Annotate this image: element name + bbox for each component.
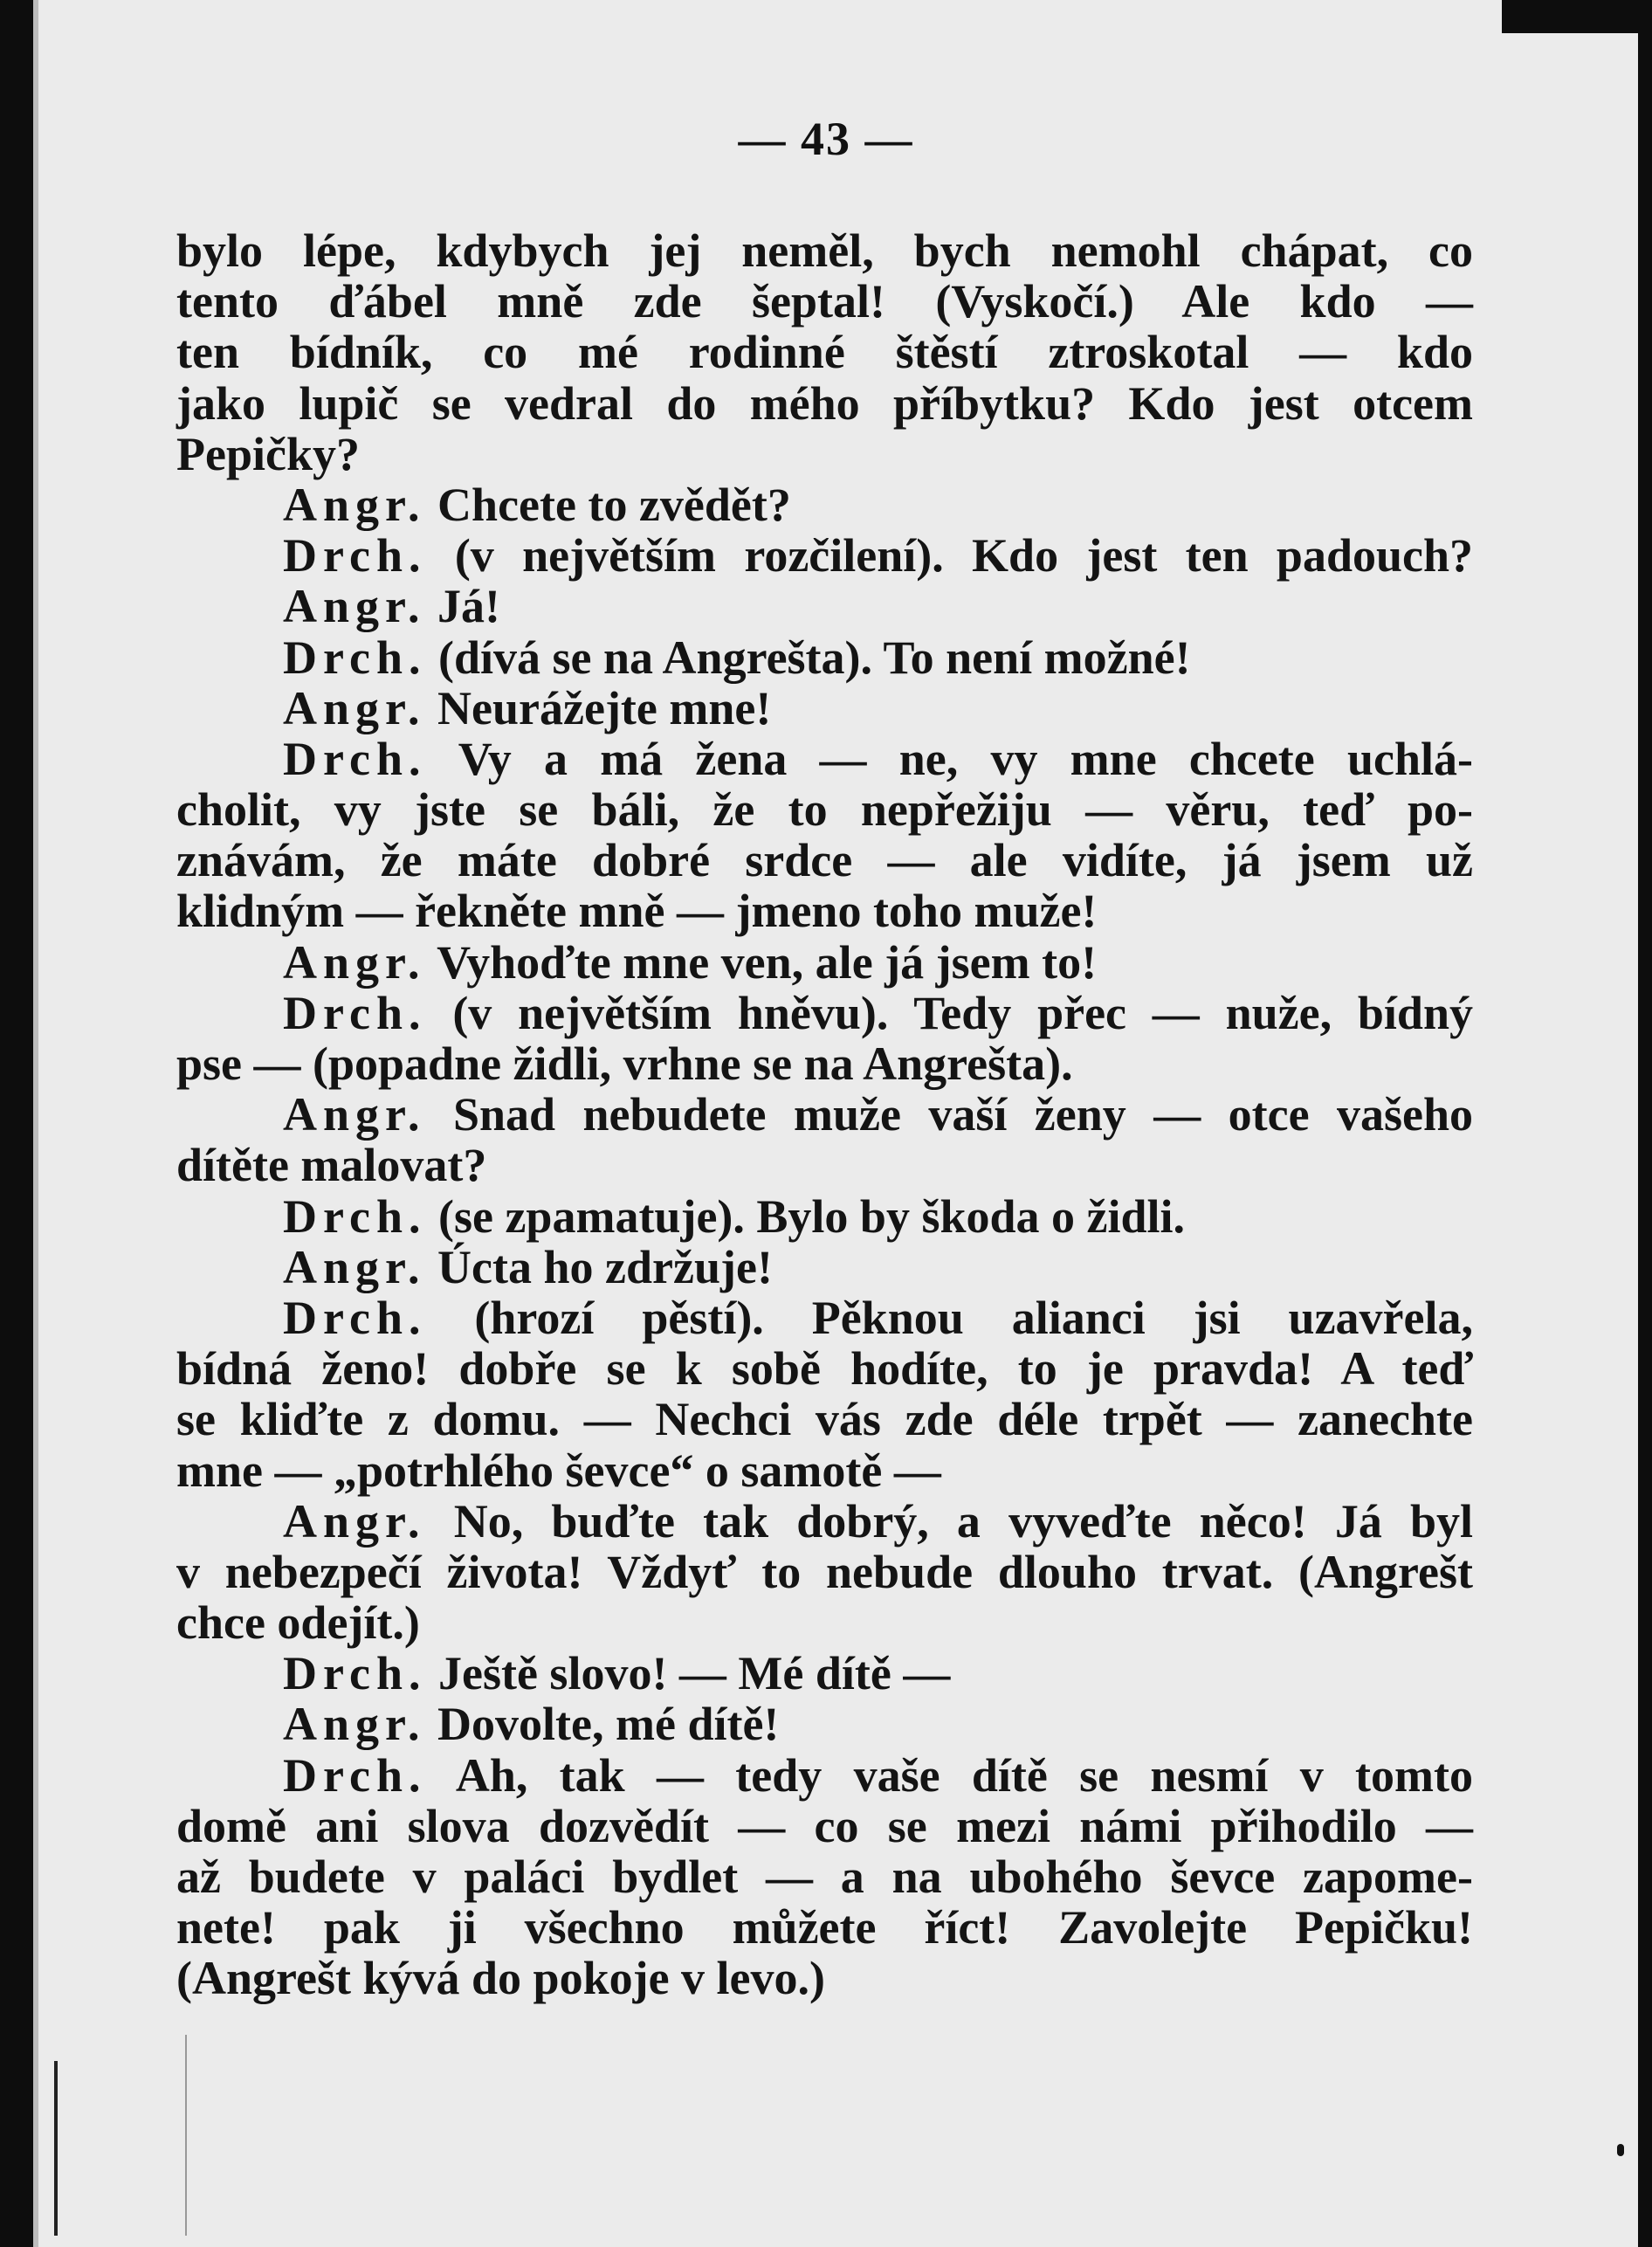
line-text: tento ďábel mně zde šeptal! (Vyskočí.) Ale kdo — bbox=[176, 275, 1473, 328]
line-text: mne — „potrhlého ševce“ o samotě — bbox=[176, 1444, 941, 1497]
speaker-name: Angr. bbox=[283, 1088, 426, 1141]
line-text: Já! bbox=[437, 580, 501, 633]
speaker-name: Drch. bbox=[283, 529, 427, 582]
line-text: Snad nebudete muže vaší ženy — otce vašeho bbox=[452, 1088, 1473, 1141]
line-text: bylo lépe, kdybych jej neměl, bych nemohl chápat, co bbox=[176, 224, 1473, 277]
text-line bbox=[176, 1292, 1473, 1343]
line-text: (v největším rozčilení). Kdo jest ten padouch? bbox=[454, 529, 1474, 582]
line-text: v nebezpečí života! Vždyť to nebude dlouho trvat. (Angrešt bbox=[176, 1545, 1473, 1598]
text-line bbox=[176, 327, 1473, 377]
top-scan-border bbox=[1502, 0, 1652, 33]
speaker-name: Drch. bbox=[283, 732, 427, 785]
text-line bbox=[176, 1343, 1473, 1394]
line-text: (hrozí pěstí). Pěknou alianci jsi uzavřela, bbox=[474, 1291, 1473, 1344]
speaker-name: Angr. bbox=[283, 1494, 426, 1547]
text-line bbox=[176, 1394, 1473, 1444]
line-text: Pepičky? bbox=[176, 427, 360, 480]
text-line bbox=[176, 1953, 1473, 2003]
right-scan-border bbox=[1638, 0, 1652, 2247]
text-line bbox=[176, 1851, 1473, 1902]
speaker-name: Drch. bbox=[283, 986, 427, 1039]
line-text: cholit, vy jste se báli, že to nepřežiju — věru, teď po- bbox=[176, 783, 1473, 837]
speaker-name: Angr. bbox=[283, 1698, 426, 1751]
line-text: Vy a má žena — ne, vy mne chcete uchlá- bbox=[458, 732, 1473, 785]
line-text: až budete v paláci bydlet — a na ubohého ševce zapome- bbox=[176, 1851, 1473, 1903]
text-line bbox=[176, 734, 1473, 784]
text-line bbox=[176, 1445, 1473, 1496]
text-line bbox=[176, 835, 1473, 886]
text-line bbox=[176, 1038, 1473, 1089]
line-text: pse — (popadne židli, vrhne se na Angrešta). bbox=[176, 1037, 1073, 1090]
line-text: dítěte malovat? bbox=[176, 1139, 487, 1192]
text-line bbox=[176, 1547, 1473, 1597]
line-text: jako lupič se vedral do mého příbytku? Kdo jest otcem bbox=[176, 376, 1473, 430]
text-line bbox=[176, 1089, 1473, 1140]
line-text: (dívá se na Angrešta). To není možné! bbox=[438, 631, 1191, 684]
line-text: bídná ženo! dobře se k sobě hodíte, to je pravda! A teď bbox=[176, 1342, 1473, 1396]
text-line bbox=[176, 784, 1473, 835]
text-line bbox=[176, 988, 1473, 1038]
text-line bbox=[176, 276, 1473, 327]
speaker-name: Drch. bbox=[283, 1748, 427, 1802]
text-line bbox=[176, 1597, 1473, 1648]
speaker-name: Angr. bbox=[283, 580, 426, 633]
text-line bbox=[176, 581, 1473, 631]
line-text: Úcta ho zdržuje! bbox=[437, 1240, 773, 1293]
speaker-name: Angr. bbox=[283, 681, 426, 734]
text-line bbox=[176, 1801, 1473, 1851]
speaker-name: Drch. bbox=[283, 631, 427, 684]
line-text: No, buďte tak dobrý, a vyveďte něco! Já byl bbox=[453, 1494, 1474, 1547]
paper-scratch bbox=[54, 2061, 58, 2236]
text-line bbox=[176, 1699, 1473, 1749]
line-text: (se zpamatuje). Bylo by škoda o židli. bbox=[438, 1189, 1186, 1243]
text-line bbox=[176, 937, 1473, 988]
text-line bbox=[176, 530, 1473, 581]
line-text: se kliďte z domu. — Nechci vás zde déle trpět — zanechte bbox=[176, 1393, 1473, 1446]
text-line bbox=[176, 1191, 1473, 1242]
body-text bbox=[176, 225, 1473, 2004]
text-line bbox=[176, 886, 1473, 936]
text-line bbox=[176, 429, 1473, 479]
line-text: (Angrešt kývá do pokoje v levo.) bbox=[176, 1952, 826, 2005]
text-line bbox=[176, 1902, 1473, 1953]
paper-scratch bbox=[185, 2035, 187, 2236]
text-line bbox=[176, 1140, 1473, 1190]
line-text: chce odejít.) bbox=[176, 1596, 420, 1650]
page-number: — 43 — bbox=[738, 113, 914, 165]
line-text: klidným — řekněte mně — jmeno toho muže! bbox=[176, 885, 1098, 938]
text-line bbox=[176, 1750, 1473, 1801]
line-text: Ah, tak — tedy vaše dítě se nesmí v tomto bbox=[455, 1748, 1473, 1802]
speaker-name: Angr. bbox=[283, 478, 426, 531]
speaker-name: Drch. bbox=[283, 1647, 427, 1700]
line-text: nete! pak ji všechno můžete říct! Zavolejte Pepičku! bbox=[176, 1901, 1473, 1954]
page-gutter-shadow bbox=[33, 0, 38, 2247]
line-text: ten bídník, co mé rodinné štěstí ztroskotal — kdo bbox=[176, 326, 1473, 379]
text-line bbox=[176, 378, 1473, 429]
speaker-name: Drch. bbox=[283, 1189, 427, 1243]
left-scan-border bbox=[0, 0, 33, 2247]
line-text: domě ani slova dozvědít — co se mezi námi přihodilo — bbox=[176, 1799, 1473, 1852]
paper-scratch bbox=[1617, 2144, 1624, 2156]
speaker-name: Drch. bbox=[283, 1291, 427, 1344]
speaker-name: Angr. bbox=[283, 1240, 426, 1293]
text-line bbox=[176, 479, 1473, 530]
line-text: (v největším hněvu). Tedy přec — nuže, bídný bbox=[452, 986, 1473, 1039]
text-line bbox=[176, 225, 1473, 276]
text-line bbox=[176, 1648, 1473, 1699]
line-text: Dovolte, mé dítě! bbox=[437, 1698, 780, 1751]
line-text: Chcete to zvědět? bbox=[437, 478, 791, 531]
line-text: Neurážejte mne! bbox=[437, 681, 772, 734]
line-text: Vyhoďte mne ven, ale já jsem to! bbox=[437, 935, 1098, 989]
line-text: znávám, že máte dobré srdce — ale vidíte, já jsem už bbox=[176, 834, 1473, 887]
speaker-name: Angr. bbox=[283, 935, 426, 989]
text-line bbox=[176, 1242, 1473, 1292]
text-line bbox=[176, 683, 1473, 734]
line-text: Ještě slovo! — Mé dítě — bbox=[438, 1647, 951, 1700]
text-line bbox=[176, 1496, 1473, 1547]
text-line bbox=[176, 632, 1473, 683]
